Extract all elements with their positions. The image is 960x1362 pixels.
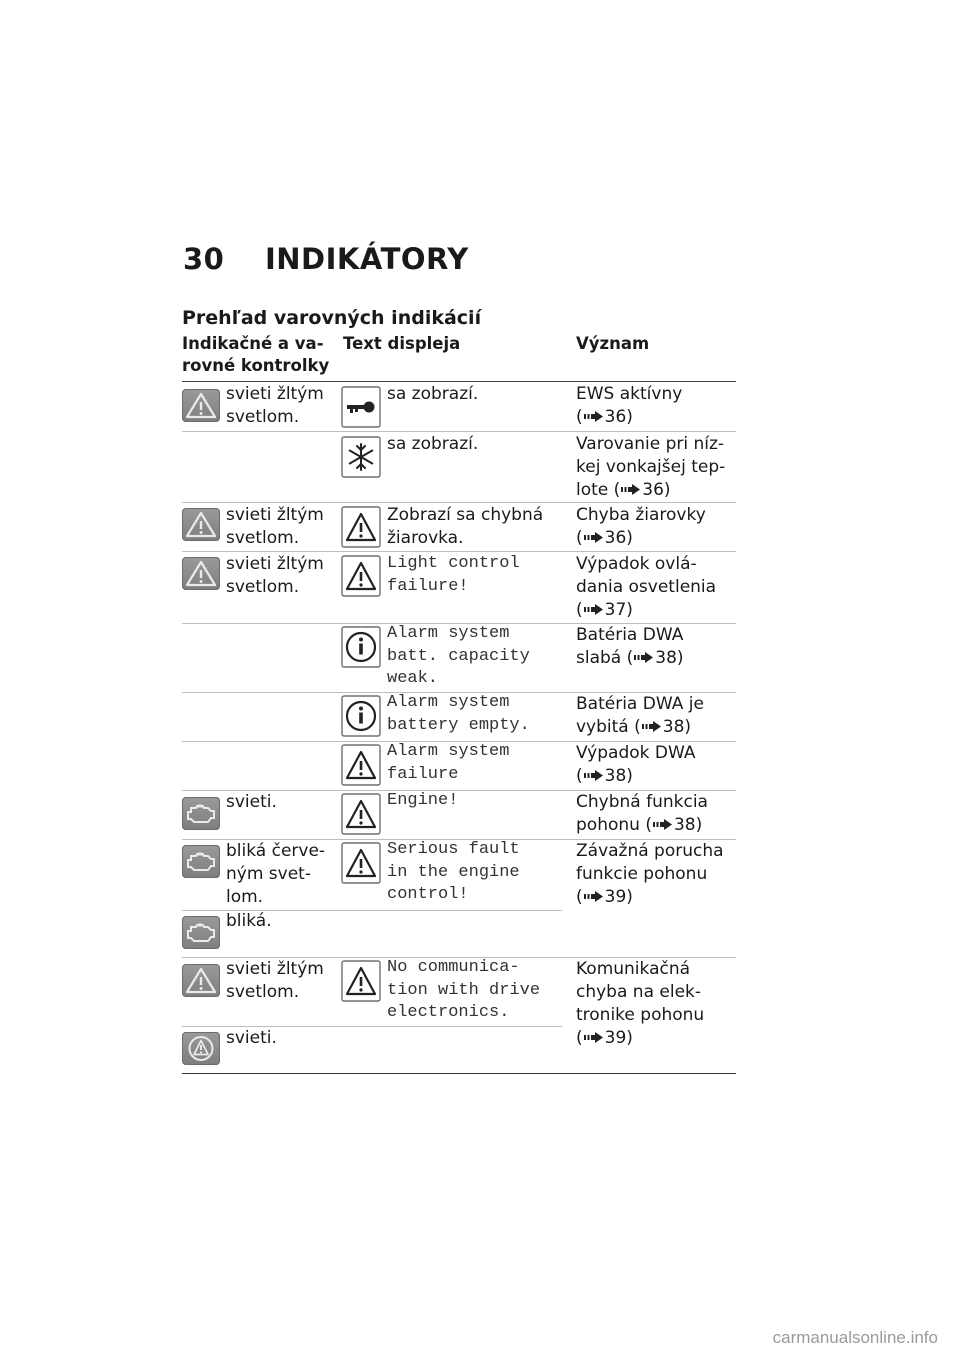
page-ref-arrow-icon bbox=[584, 604, 603, 615]
warning-triangle-icon bbox=[341, 960, 381, 1002]
lamp-text: bliká. bbox=[226, 911, 272, 931]
key-icon bbox=[341, 386, 381, 428]
watermark: carmanualsonline.info bbox=[772, 1328, 938, 1347]
page-ref-arrow-icon bbox=[634, 652, 653, 663]
row-divider bbox=[182, 551, 736, 552]
chapter-title: INDIKÁTORY bbox=[265, 242, 469, 276]
meaning-text: Batéria DWA je vybitá ( 38) bbox=[576, 694, 704, 737]
meaning-text: Závažná porucha funkcie pohonu ( 39) bbox=[576, 841, 724, 907]
lamp-text: svieti. bbox=[226, 792, 277, 812]
page-ref-arrow-icon bbox=[584, 532, 603, 543]
meaning-text: Chyba žiarovky ( 36) bbox=[576, 505, 706, 548]
col-header-indicators: Indikačné a va- rovné kontrolky bbox=[182, 334, 330, 375]
meaning-text: EWS aktívny ( 36) bbox=[576, 384, 683, 427]
warning-triangle-icon bbox=[341, 744, 381, 786]
display-text: Engine! bbox=[387, 791, 459, 810]
info-icon bbox=[341, 695, 381, 737]
section-title: Prehľad varovných indikácií bbox=[182, 307, 482, 329]
warning-triangle-icon bbox=[341, 842, 381, 884]
warning-triangle-icon bbox=[182, 389, 220, 422]
warning-triangle-icon bbox=[341, 555, 381, 597]
display-text: Alarm system failure bbox=[387, 742, 510, 784]
display-text: sa zobrazí. bbox=[387, 384, 479, 404]
display-text: Alarm system battery empty. bbox=[387, 693, 530, 735]
page-ref-arrow-icon bbox=[584, 411, 603, 422]
header-rule bbox=[182, 381, 736, 382]
meaning-text: Komunikačná chyba na elek- tronike pohonu ( 39) bbox=[576, 959, 705, 1048]
display-text: Serious fault in the engine control! bbox=[387, 840, 520, 904]
display-text: Zobrazí sa chybná žiarovka. bbox=[387, 505, 544, 548]
page-ref-arrow-icon bbox=[621, 484, 640, 495]
lamp-text: svieti žltým svetlom. bbox=[226, 554, 324, 597]
display-text: Light control failure! bbox=[387, 554, 520, 596]
meaning-text: Výpadok ovlá- dania osvetlenia ( 37) bbox=[576, 554, 717, 620]
page-ref-arrow-icon bbox=[642, 721, 661, 732]
display-text: sa zobrazí. bbox=[387, 434, 479, 454]
info-icon bbox=[341, 626, 381, 668]
col-header-display: Text displeja bbox=[343, 334, 461, 353]
display-text: No communica- tion with drive electronics. bbox=[387, 958, 541, 1022]
snowflake-icon bbox=[341, 436, 381, 478]
lamp-text: svieti žltým svetlom. bbox=[226, 959, 324, 1002]
warning-triangle-icon bbox=[182, 557, 220, 590]
table-bottom-rule bbox=[182, 1073, 736, 1074]
warning-triangle-icon bbox=[341, 793, 381, 835]
lamp-text: svieti. bbox=[226, 1028, 277, 1048]
page-number: 30 bbox=[183, 242, 225, 276]
circle-warning-icon bbox=[182, 1032, 220, 1065]
engine-icon bbox=[182, 797, 220, 830]
page-heading bbox=[183, 242, 469, 276]
page-ref-arrow-icon bbox=[584, 891, 603, 902]
row-divider bbox=[182, 431, 736, 432]
warning-triangle-icon bbox=[182, 964, 220, 997]
engine-icon bbox=[182, 916, 220, 949]
display-text: Alarm system batt. capacity weak. bbox=[387, 624, 530, 688]
meaning-text: Chybná funkcia pohonu ( 38) bbox=[576, 792, 708, 835]
meaning-text: Varovanie pri níz- kej vonkajšej tep- lote ( 36) bbox=[576, 434, 726, 500]
row-divider bbox=[182, 502, 736, 503]
lamp-text: svieti žltým svetlom. bbox=[226, 384, 324, 427]
page-ref-arrow-icon bbox=[653, 819, 672, 830]
warning-triangle-icon bbox=[182, 508, 220, 541]
meaning-text: Batéria DWA slabá ( 38) bbox=[576, 625, 684, 668]
page-ref-arrow-icon bbox=[584, 1032, 603, 1043]
warning-triangle-icon bbox=[341, 506, 381, 548]
lamp-text: svieti žltým svetlom. bbox=[226, 505, 324, 548]
col-header-meaning: Význam bbox=[576, 334, 650, 353]
meaning-text: Výpadok DWA ( 38) bbox=[576, 743, 696, 786]
engine-icon bbox=[182, 845, 220, 878]
lamp-text: bliká červe- ným svet- lom. bbox=[226, 841, 326, 907]
page-ref-arrow-icon bbox=[584, 770, 603, 781]
